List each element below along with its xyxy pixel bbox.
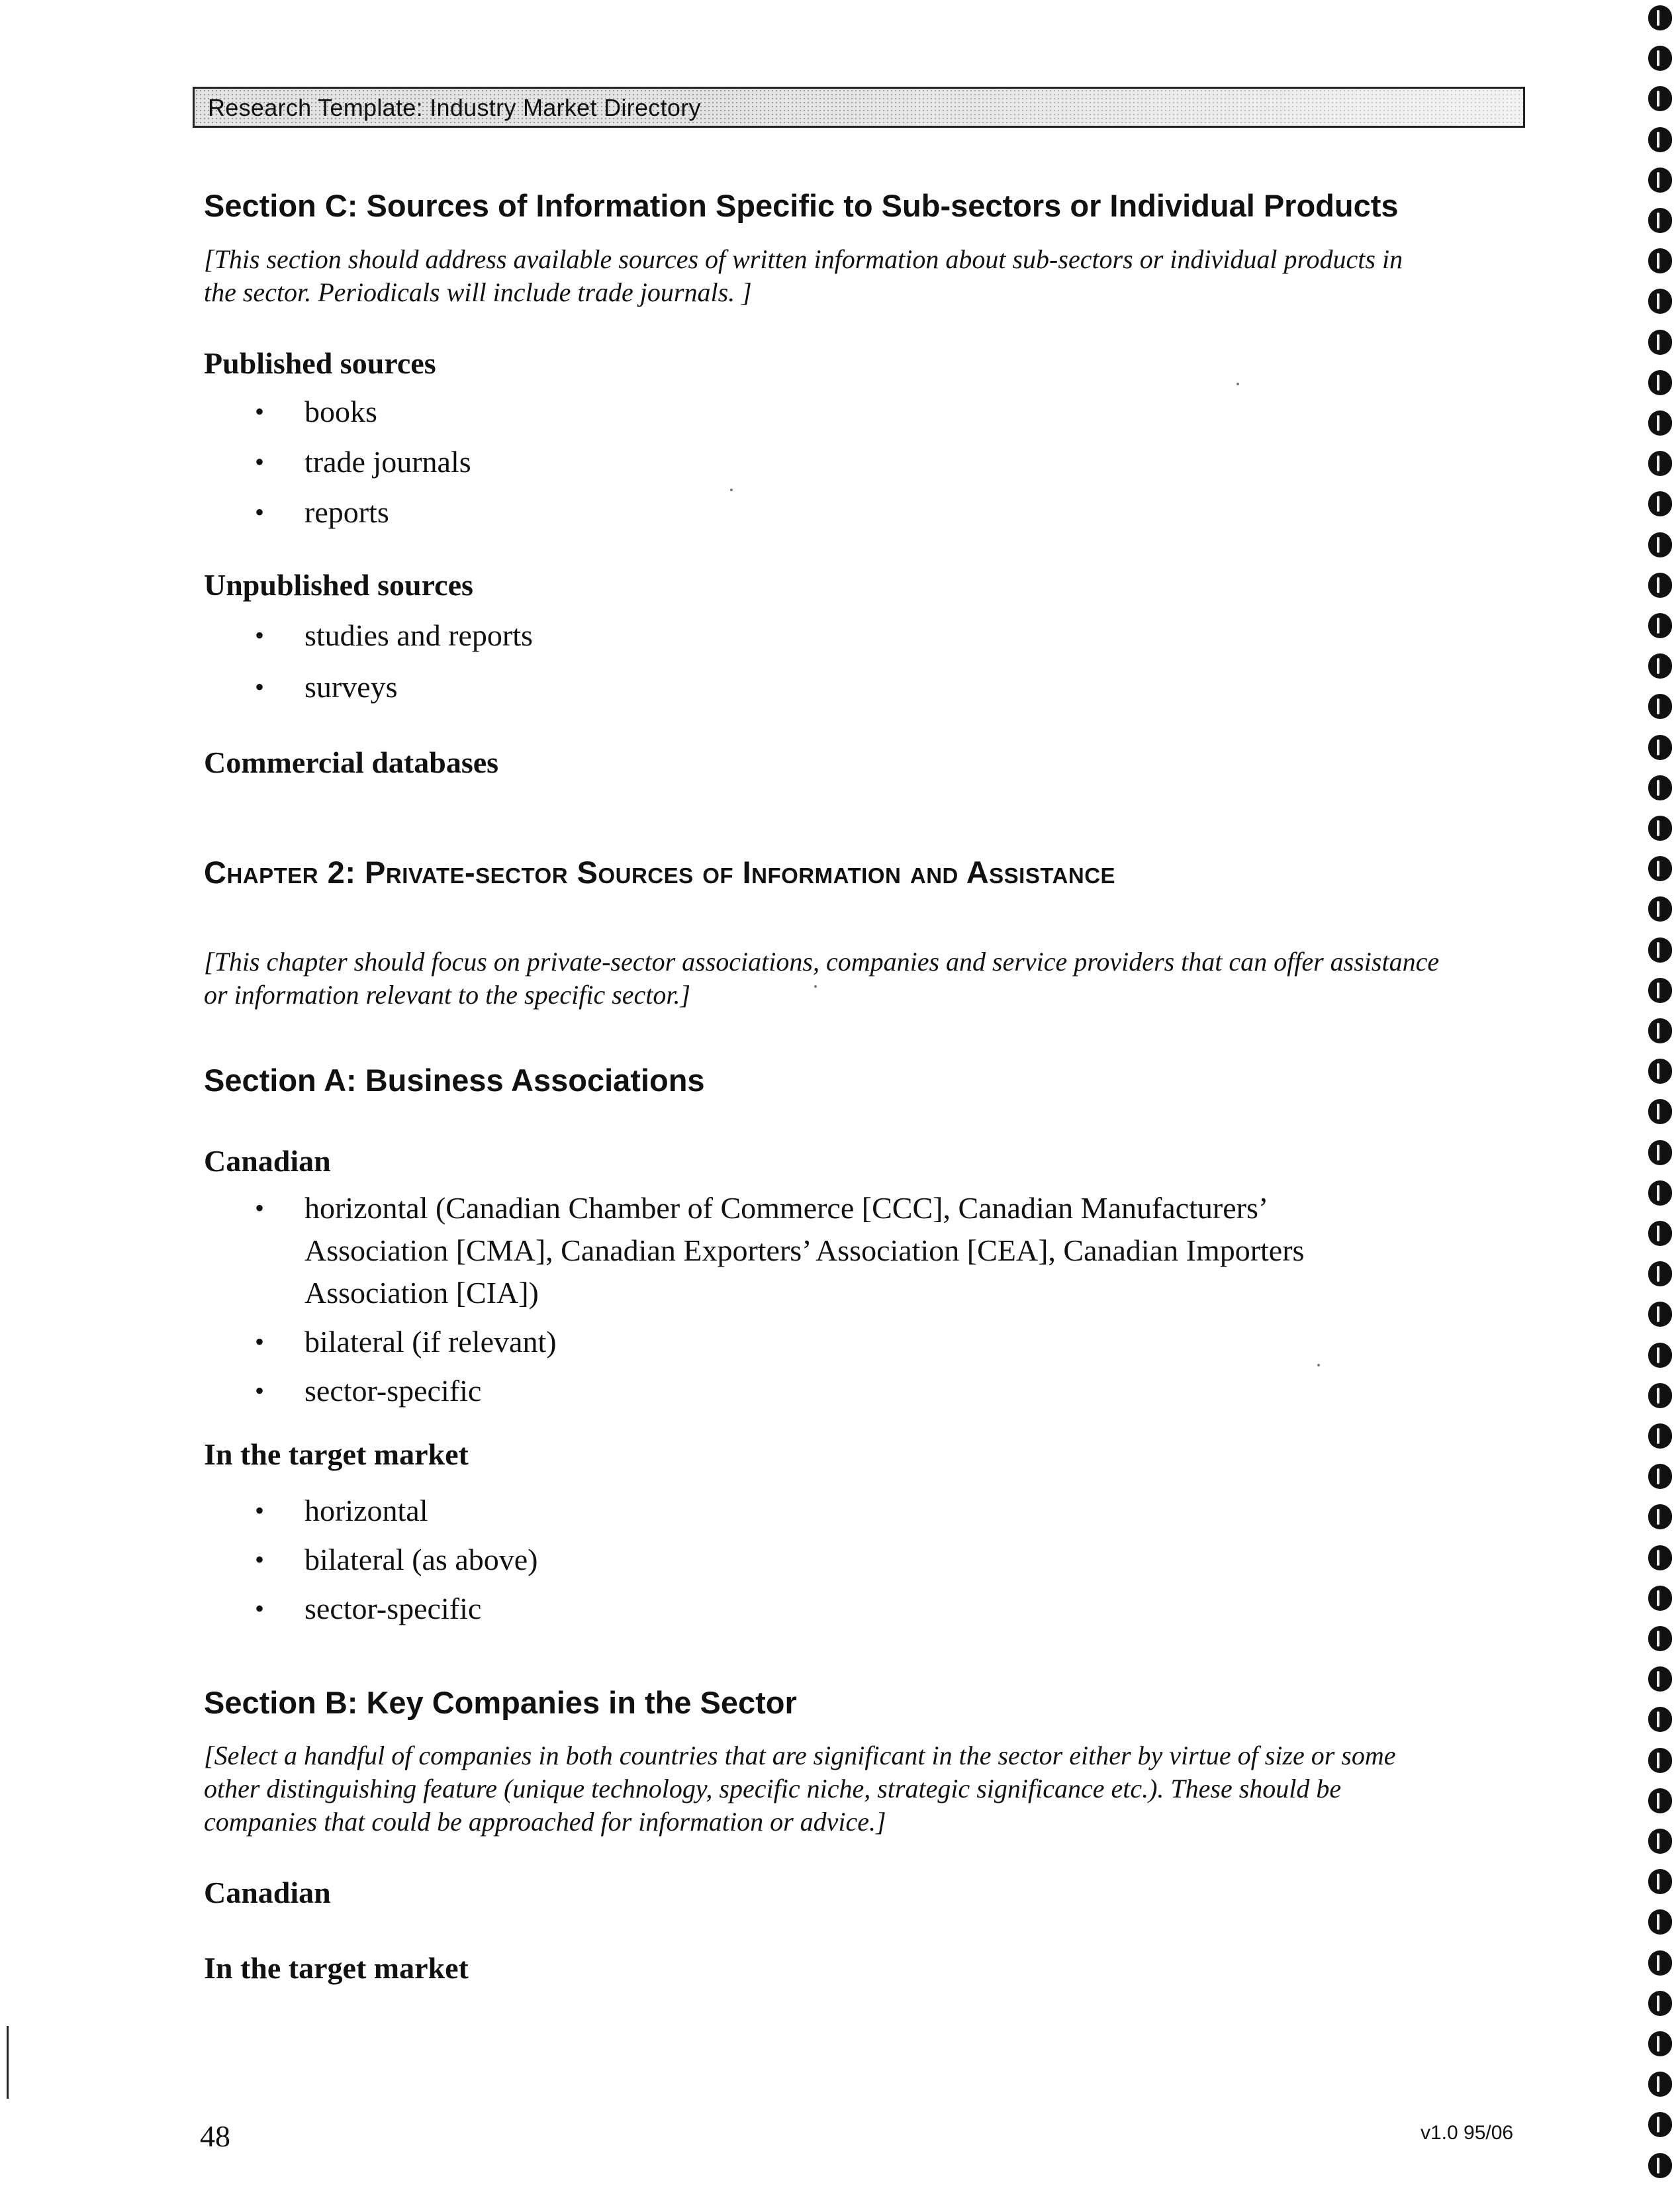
binding-hole-icon	[1648, 5, 1672, 30]
binding-hole-icon	[1648, 1099, 1672, 1124]
list-item-text: Association [CMA], Canadian Exporters’ Association [CEA], Canadian Importers	[304, 1233, 1305, 1267]
binding-hole-icon	[1648, 775, 1672, 800]
binding-hole-icon	[1648, 856, 1672, 881]
bullet-icon: •	[255, 1376, 265, 1406]
target-market-companies-label: In the target market	[204, 1951, 469, 1985]
list-item-text: sector-specific	[304, 1374, 482, 1408]
list-item-text: bilateral (as above)	[304, 1543, 538, 1576]
header-banner	[193, 87, 1525, 128]
section-c-note-line1: [This section should address available sources of written information about sub-sectors or individual products in	[204, 244, 1403, 274]
bullet-icon: •	[255, 1327, 265, 1357]
binding-hole-icon	[1648, 208, 1672, 233]
target-market-associations-label: In the target market	[204, 1437, 469, 1471]
list-item	[255, 441, 471, 483]
binding-hole-icon	[1648, 1261, 1672, 1286]
list-item-text: horizontal (Canadian Chamber of Commerce [CCC], Canadian Manufacturers’	[304, 1191, 1269, 1225]
binding-hole-icon	[1648, 1504, 1672, 1529]
binding-hole-icon	[1648, 573, 1672, 598]
list-item	[255, 1539, 538, 1581]
binding-hole-icon	[1648, 1221, 1672, 1246]
binding-hole-icon	[1648, 2072, 1672, 2097]
page-number: 48	[200, 2119, 230, 2153]
binding-hole-icon	[1648, 816, 1672, 841]
binding-holes	[1647, 0, 1680, 2204]
binding-hole-icon	[1648, 86, 1672, 111]
unpublished-sources-label: Unpublished sources	[204, 568, 473, 602]
scan-speck	[730, 489, 733, 491]
list-item-text: bilateral (if relevant)	[304, 1325, 557, 1359]
list-item	[255, 666, 533, 708]
published-sources-list	[255, 391, 471, 534]
section-c-heading: Section C: Sources of Information Specific to Sub-sectors or Individual Products	[204, 188, 1399, 223]
binding-hole-icon	[1648, 1059, 1672, 1084]
binding-hole-icon	[1648, 289, 1672, 314]
canadian-associations-list	[255, 1187, 1305, 1412]
binding-hole-icon	[1648, 168, 1672, 193]
list-item-text: reports	[304, 495, 389, 529]
bullet-icon: •	[255, 1545, 265, 1574]
bullet-icon: •	[255, 497, 265, 527]
bullet-icon: •	[255, 447, 265, 477]
list-item-text: studies and reports	[304, 618, 533, 652]
binding-hole-icon	[1648, 1302, 1672, 1327]
binding-hole-icon	[1648, 1788, 1672, 1813]
binding-hole-icon	[1648, 735, 1672, 760]
binding-hole-icon	[1648, 46, 1672, 71]
bullet-icon: •	[255, 1496, 265, 1525]
list-item-text: sector-specific	[304, 1592, 482, 1625]
binding-hole-icon	[1648, 1180, 1672, 1206]
chapter-2-note-line1: [This chapter should focus on private-sector associations, companies and service providers that can offer assistance	[204, 947, 1440, 977]
section-b-heading: Section B: Key Companies in the Sector	[204, 1685, 797, 1720]
section-c-note-line2: the sector. Periodicals will include trade journals. ]	[204, 277, 752, 307]
binding-hole-icon	[1648, 653, 1672, 679]
list-item	[255, 391, 471, 433]
section-b-note-line1: [Select a handful of companies in both countries that are significant in the sector either by virtue of size or some	[204, 1741, 1396, 1770]
binding-hole-icon	[1648, 1545, 1672, 1570]
bullet-icon: •	[255, 397, 265, 426]
scan-margin-line	[7, 2026, 9, 2099]
section-c-note	[204, 243, 1541, 309]
section-b-note-line2: other distinguishing feature (unique technology, specific niche, strategic significance etc.). These should be	[204, 1774, 1342, 1803]
binding-hole-icon	[1648, 451, 1672, 476]
binding-hole-icon	[1648, 2112, 1672, 2137]
section-b-note	[204, 1739, 1541, 1839]
binding-hole-icon	[1648, 1423, 1672, 1449]
section-b-note-line3: companies that could be approached for information or advice.]	[204, 1807, 886, 1837]
binding-hole-icon	[1648, 1707, 1672, 1732]
binding-hole-icon	[1648, 2031, 1672, 2056]
list-item-text: trade journals	[304, 445, 471, 479]
binding-hole-icon	[1648, 491, 1672, 516]
list-item	[255, 1321, 1304, 1363]
binding-hole-icon	[1648, 896, 1672, 922]
commercial-databases-label: Commercial databases	[204, 745, 499, 779]
list-item	[255, 491, 471, 534]
binding-hole-icon	[1648, 1018, 1672, 1043]
binding-hole-icon	[1648, 1869, 1672, 1894]
binding-hole-icon	[1648, 1626, 1672, 1651]
binding-hole-icon	[1648, 1140, 1672, 1165]
binding-hole-icon	[1648, 1343, 1672, 1368]
canadian-associations-label: Canadian	[204, 1144, 331, 1178]
binding-hole-icon	[1648, 1383, 1672, 1408]
binding-hole-icon	[1648, 937, 1672, 963]
binding-hole-icon	[1648, 694, 1672, 719]
unpublished-sources-list	[255, 614, 533, 708]
binding-hole-icon	[1648, 1666, 1672, 1692]
binding-hole-icon	[1648, 2153, 1672, 2178]
version-label: v1.0 95/06	[1421, 2122, 1514, 2144]
binding-hole-icon	[1648, 127, 1672, 152]
binding-hole-icon	[1648, 410, 1672, 436]
chapter-2-heading: Chapter 2: Private-sector Sources of Information and Assistance	[204, 855, 1116, 890]
list-item	[255, 1187, 1305, 1314]
list-item	[255, 1490, 537, 1532]
scan-speck	[814, 985, 817, 988]
scan-speck	[1237, 383, 1239, 385]
canadian-companies-label: Canadian	[204, 1876, 331, 1909]
section-a-heading: Section A: Business Associations	[204, 1063, 705, 1098]
target-market-associations-list	[255, 1490, 538, 1630]
bullet-icon: •	[255, 1193, 265, 1223]
binding-hole-icon	[1648, 1950, 1672, 1976]
chapter-2-note-line2: or information relevant to the specific sector.]	[204, 980, 691, 1010]
scan-speck	[1317, 1364, 1320, 1366]
bullet-icon: •	[255, 672, 265, 702]
binding-hole-icon	[1648, 1586, 1672, 1611]
binding-hole-icon	[1648, 330, 1672, 355]
list-item-text: books	[304, 395, 377, 428]
bullet-icon: •	[255, 1594, 265, 1623]
binding-hole-icon	[1648, 1909, 1672, 1935]
binding-hole-icon	[1648, 532, 1672, 557]
binding-hole-icon	[1648, 1829, 1672, 1854]
list-item-text: surveys	[304, 670, 398, 704]
binding-hole-icon	[1648, 613, 1672, 638]
list-item	[255, 1370, 1304, 1412]
list-item	[255, 1588, 537, 1630]
list-item-text: horizontal	[304, 1494, 428, 1527]
binding-hole-icon	[1648, 1748, 1672, 1773]
binding-hole-icon	[1648, 370, 1672, 395]
list-item	[255, 614, 533, 657]
bullet-icon: •	[255, 620, 265, 650]
list-item-text: Association [CIA])	[304, 1276, 539, 1310]
binding-hole-icon	[1648, 1991, 1672, 2016]
header-title: Research Template: Industry Market Directory	[208, 94, 701, 121]
published-sources-label: Published sources	[204, 346, 436, 380]
chapter-2-note	[204, 945, 1541, 1012]
binding-hole-icon	[1648, 248, 1672, 273]
binding-hole-icon	[1648, 978, 1672, 1003]
binding-hole-icon	[1648, 1464, 1672, 1489]
